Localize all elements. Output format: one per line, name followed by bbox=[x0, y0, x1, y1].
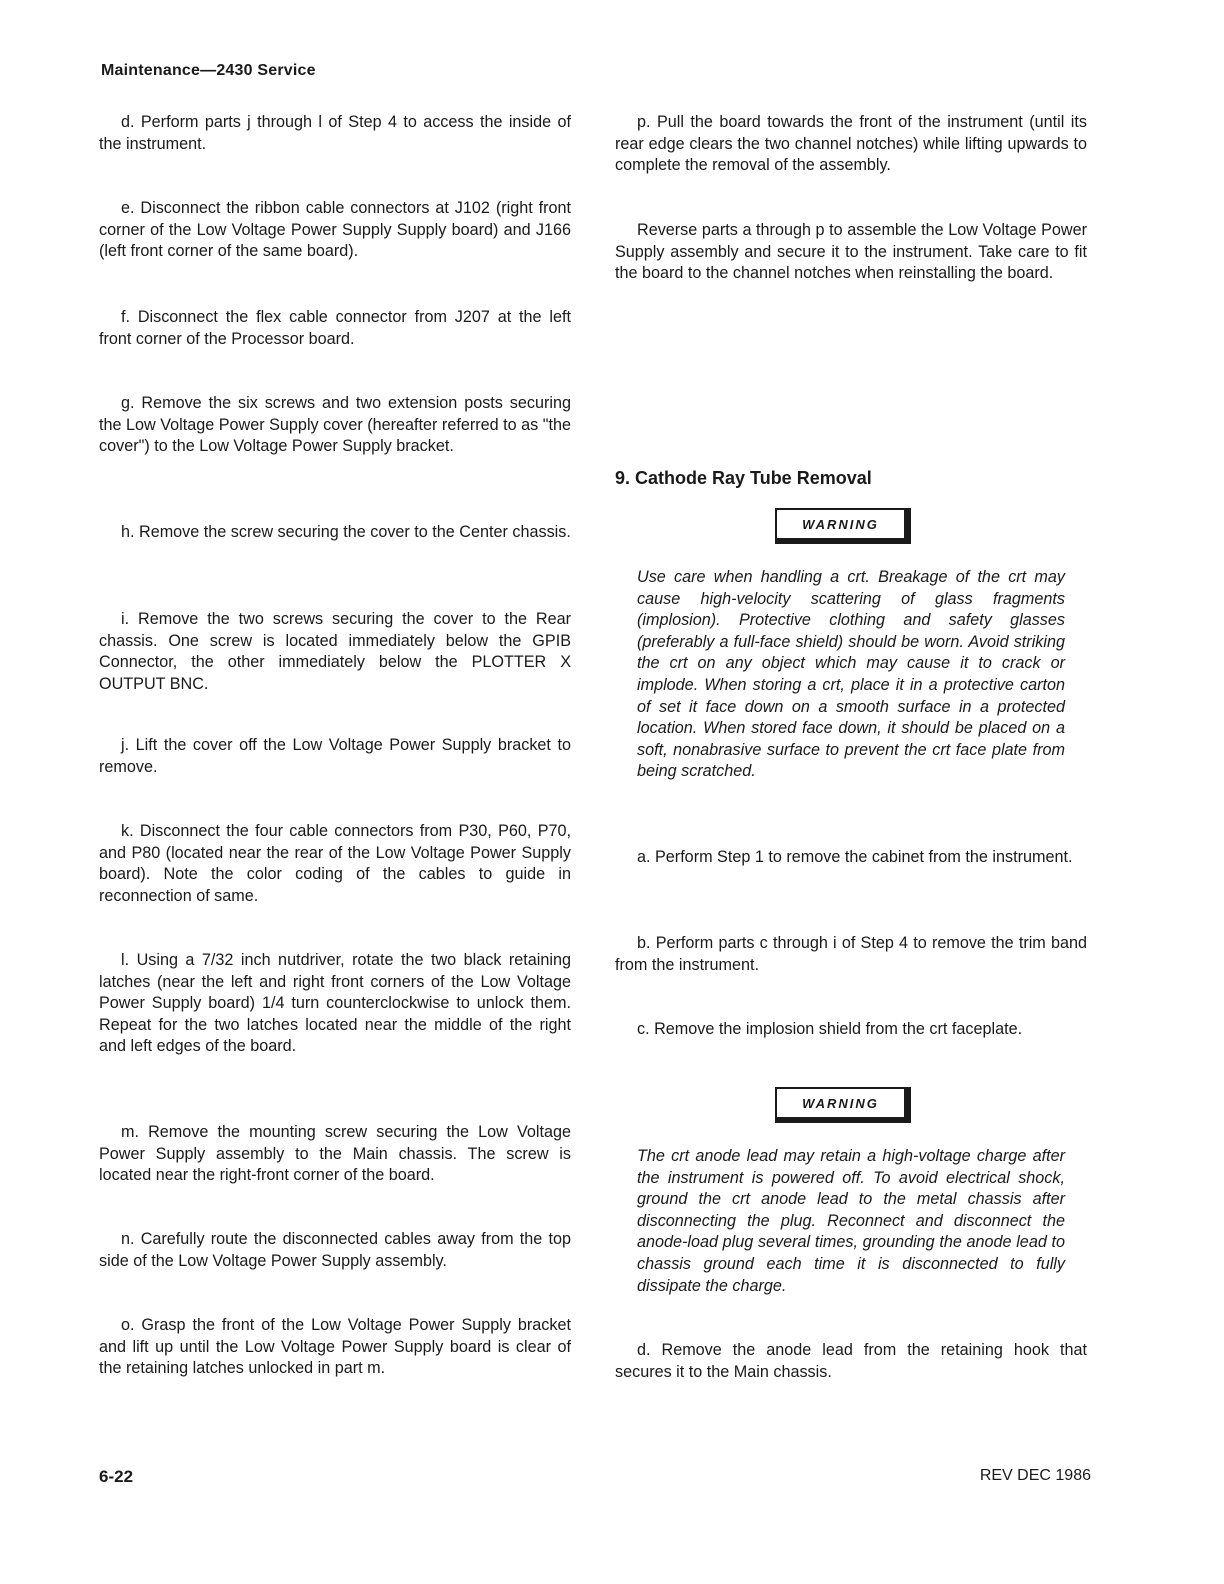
step-j-paragraph: j. Lift the cover off the Low Voltage Power Supply bracket to remove. bbox=[99, 736, 571, 776]
step-d-paragraph: d. Perform parts j through l of Step 4 to access the inside of the instrument. bbox=[99, 113, 571, 153]
step-h-paragraph: h. Remove the screw securing the cover to the Center chassis. bbox=[121, 523, 571, 541]
step-g-paragraph: g. Remove the six screws and two extension posts securing the Low Voltage Power Supply cover (hereafter referred to as "the cover") to the Low Voltage Power Supply bracket. bbox=[99, 394, 571, 456]
step-m-paragraph: m. Remove the mounting screw securing the Low Voltage Power Supply assembly to the Main chassis. The screw is located near the right-front corner of the board. bbox=[99, 1123, 571, 1185]
step-l-paragraph: l. Using a 7/32 inch nutdriver, rotate the two black retaining latches (near the left and right front corners of the Low Voltage Power Supply board) 1/4 turn counterclockwise to unlock them. Repeat for the two latches located near the middle of the right and left edges of the board. bbox=[99, 951, 571, 1056]
step-b-paragraph: b. Perform parts c through i of Step 4 to remove the trim band from the instrument. bbox=[615, 934, 1087, 974]
step-i-paragraph: i. Remove the two screws securing the cover to the Rear chassis. One screw is located immediately below the GPIB Connector, the other immediately below the PLOTTER X OUTPUT BNC. bbox=[99, 610, 571, 693]
step-k-paragraph: k. Disconnect the four cable connectors from P30, P60, P70, and P80 (located near the rear of the Low Voltage Power Supply board). Note the color coding of the cables to guide in reconnection of same. bbox=[99, 822, 571, 905]
step-e-paragraph: e. Disconnect the ribbon cable connectors at J102 (right front corner of the Low Voltage Power Supply Supply board) and J166 (left front corner of the same board). bbox=[99, 199, 571, 261]
warning-label-2: WARNING bbox=[775, 1087, 911, 1123]
step-a-paragraph: a. Perform Step 1 to remove the cabinet from the instrument. bbox=[637, 848, 1073, 866]
step-n-paragraph: n. Carefully route the disconnected cables away from the top side of the Low Voltage Power Supply assembly. bbox=[99, 1230, 571, 1270]
step-p-paragraph: p. Pull the board towards the front of the instrument (until its rear edge clears the two channel notches) while lifting upwards to complete the removal of the assembly. bbox=[615, 113, 1087, 175]
step-c-paragraph: c. Remove the implosion shield from the crt faceplate. bbox=[637, 1020, 1023, 1038]
step-f-paragraph: f. Disconnect the flex cable connector from J207 at the left front corner of the Processor board. bbox=[99, 308, 571, 348]
warning-label-1: WARNING bbox=[775, 508, 911, 544]
page-header-title: Maintenance—2430 Service bbox=[101, 62, 316, 79]
reassembly-paragraph: Reverse parts a through p to assemble the Low Voltage Power Supply assembly and secure it to the instrument. Take care to fit the board to the channel notches when reinstalling the board. bbox=[615, 221, 1087, 283]
warning-text-1: Use care when handling a crt. Breakage of the crt may cause high-velocity scattering of glass fragments (implosion). Protective clothing and safety glasses (preferably a full-face shield) should be worn. Avoid striking the crt on any object which may cause it to crack or implode. When storing a crt, place it in a protective carton of set it face down on a smooth surface in a protected location. When stored face down, it should be placed on a soft, nonabrasive surface to prevent the crt face plate from being scratched. bbox=[637, 568, 1065, 781]
section-title: 9. Cathode Ray Tube Removal bbox=[615, 468, 872, 488]
step-o-paragraph: o. Grasp the front of the Low Voltage Power Supply bracket and lift up until the Low Voltage Power Supply board is clear of the retaining latches unlocked in part m. bbox=[99, 1316, 571, 1378]
warning-text-2: The crt anode lead may retain a high-voltage charge after the instrument is powered off. To avoid electrical shock, ground the crt anode lead to the metal chassis after disconnecting the plug. Reconnect and disconnect the anode-load plug several times, grounding the anode lead to chassis ground each time it is disconnected to fully dissipate the charge. bbox=[637, 1147, 1065, 1295]
page-number: 6-22 bbox=[99, 1467, 134, 1486]
step-d-crt-paragraph: d. Remove the anode lead from the retaining hook that secures it to the Main chassis. bbox=[615, 1341, 1087, 1381]
revision-date: REV DEC 1986 bbox=[979, 1467, 1091, 1484]
